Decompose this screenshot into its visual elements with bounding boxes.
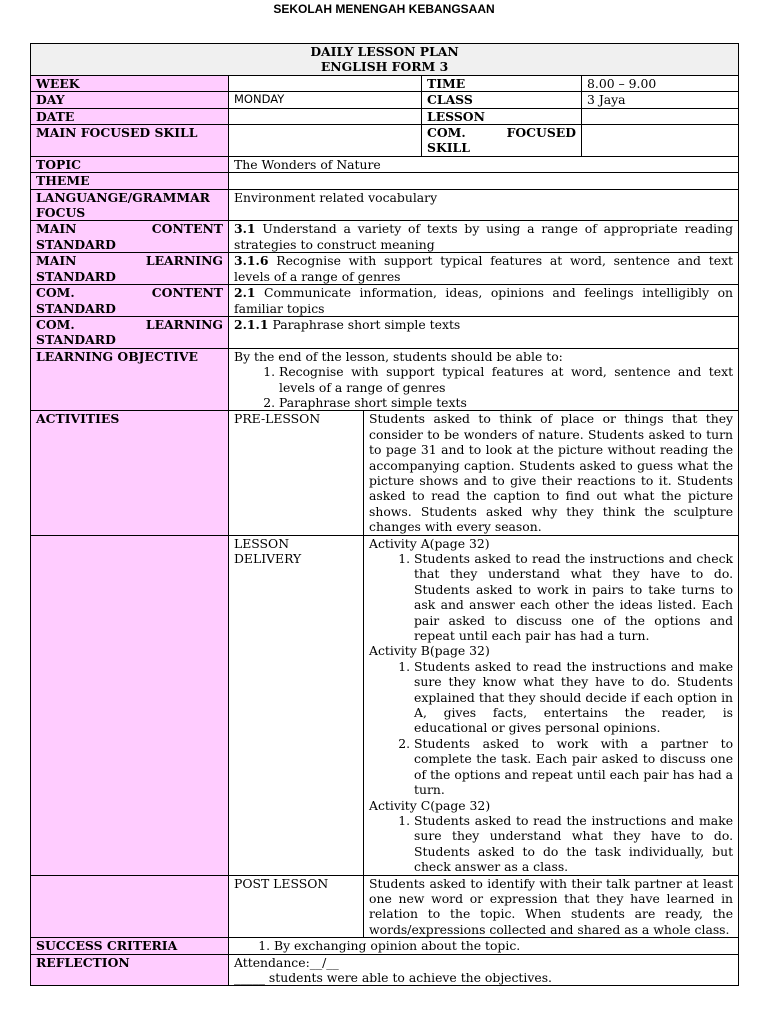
- activities-pre-lesson-row: [31, 411, 739, 535]
- com-focused-skill-value: [582, 125, 739, 157]
- lesson-label: LESSON: [422, 108, 582, 124]
- reflection-value: [229, 954, 739, 986]
- activities-post-lesson-row: [31, 875, 739, 938]
- learning-objective-row: [31, 348, 739, 411]
- com-learning-standard-value: 2.1.1 Paraphrase short simple texts: [229, 316, 739, 348]
- objective-item: 2. Paraphrase short simple texts: [279, 395, 733, 410]
- main-learning-standard-value: 3.1.6 Recognise with support typical features at word, sentence and text levels of a range of genres: [229, 253, 739, 285]
- week-row: [31, 75, 739, 91]
- school-name: SEKOLAH MENENGAH KEBANGSAAN: [273, 2, 495, 16]
- reflection-label: REFLECTION: [31, 954, 229, 986]
- date-row: [31, 108, 739, 124]
- focused-skill-row: [31, 125, 739, 157]
- activity-b-title: Activity B(page 32): [369, 643, 490, 659]
- topic-label: TOPIC: [31, 156, 229, 172]
- learning-objective-label: LEARNING OBJECTIVE: [31, 348, 229, 411]
- success-criteria-item: 1. By exchanging opinion about the topic.: [274, 938, 733, 953]
- lesson-value: [582, 108, 739, 124]
- attendance-line: Attendance:__/__: [234, 954, 339, 970]
- objective-intro: By the end of the lesson, students should be able to:: [234, 348, 563, 364]
- activities-label: ACTIVITIES: [31, 411, 229, 535]
- main-focused-skill-label: MAIN FOCUSED SKILL: [31, 125, 229, 157]
- post-lesson-text: Students asked to identify with their talk partner at least one new word or expression that they have learned in relation to the topic. When students are ready, the words/expressions collected and shared as a whole class.: [364, 875, 739, 938]
- grammar-focus-label: LANGUANGE/GRAMMAR FOCUS: [31, 189, 229, 221]
- com-focused-skill-label: COM. FOCUSED SKILL: [422, 125, 582, 157]
- activity-b-item: 1. Students asked to read the instructions and make sure they know what they have to do. Students explained that they should decide if each option in A, gives facts, entertains the reader, is educational or gives personal opinions.: [414, 659, 733, 736]
- time-label: TIME: [422, 75, 582, 91]
- topic-row: [31, 156, 739, 172]
- pre-lesson-label: PRE-LESSON: [229, 411, 364, 535]
- com-content-standard-label: COM. CONTENT STANDARD: [31, 285, 229, 317]
- activity-c-item: 1. Students asked to read the instructions and make sure they understand what they have to do. Students asked to do the task individually, but check answer as a class.: [414, 813, 733, 875]
- com-content-standard-value: 2.1 Communicate information, ideas, opinions and feelings intelligibly on familiar topics: [229, 285, 739, 317]
- day-label: DAY: [31, 92, 229, 108]
- post-lesson-label: POST LESSON: [229, 875, 364, 938]
- week-value: [229, 75, 422, 91]
- main-learning-standard-row: [31, 253, 739, 285]
- success-criteria-label: SUCCESS CRITERIA: [31, 938, 229, 954]
- plan-header-row: [31, 44, 739, 76]
- lesson-delivery-label: LESSON DELIVERY: [229, 535, 364, 875]
- lesson-delivery-text: [364, 535, 739, 875]
- theme-label: THEME: [31, 173, 229, 189]
- activity-b-item: 2. Students asked to work with a partner to complete the task. Each pair asked to discuss one of the options and repeat until each pair has had a turn.: [414, 736, 733, 798]
- theme-row: [31, 173, 739, 189]
- time-value: 8.00 – 9.00: [582, 75, 739, 91]
- plan-title: DAILY LESSON PLAN ENGLISH FORM 3: [31, 44, 739, 76]
- pre-lesson-text: Students asked to think of place or things that they consider to be wonders of nature. Students asked to turn to page 31 and to look at the picture without reading the accompanying caption. Students asked to guess what the picture shows and to give their reactions to it. Students asked to read the caption to find out what the picture shows. Students asked why they think the sculpture changes with every season.: [364, 411, 739, 535]
- topic-value: The Wonders of Nature: [229, 156, 739, 172]
- com-content-standard-row: [31, 285, 739, 317]
- date-label: DATE: [31, 108, 229, 124]
- success-criteria-value: [229, 938, 739, 954]
- theme-value: [229, 173, 739, 189]
- main-content-standard-label: MAIN CONTENT STANDARD: [31, 221, 229, 253]
- activity-c-title: Activity C(page 32): [369, 797, 491, 813]
- main-content-standard-value: 3.1 Understand a variety of texts by using a range of appropriate reading strategies to construct meaning: [229, 221, 739, 253]
- grammar-focus-row: [31, 189, 739, 221]
- objective-item: 1. Recognise with support typical features at word, sentence and text levels of a range of genres: [279, 364, 733, 395]
- grammar-focus-value: Environment related vocabulary: [229, 189, 739, 221]
- learning-objective-value: [229, 348, 739, 411]
- main-content-standard-row: [31, 221, 739, 253]
- day-value: MONDAY: [229, 92, 422, 108]
- activities-label-blank: [31, 535, 229, 875]
- date-value: [229, 108, 422, 124]
- lesson-plan-table: [30, 43, 739, 986]
- com-learning-standard-label: COM. LEARNING STANDARD: [31, 316, 229, 348]
- success-criteria-row: [31, 938, 739, 954]
- com-learning-standard-row: [31, 316, 739, 348]
- day-row: [31, 92, 739, 108]
- activity-a-title: Activity A(page 32): [369, 535, 490, 551]
- class-value: 3 Jaya: [582, 92, 739, 108]
- class-label: CLASS: [422, 92, 582, 108]
- main-learning-standard-label: MAIN LEARNING STANDARD: [31, 253, 229, 285]
- week-label: WEEK: [31, 75, 229, 91]
- reflection-row: [31, 954, 739, 986]
- activities-label-blank: [31, 875, 229, 938]
- achievement-line: _____ students were able to achieve the objectives.: [234, 969, 553, 985]
- main-focused-skill-value: [229, 125, 422, 157]
- activities-lesson-delivery-row: [31, 535, 739, 875]
- activity-a-item: 1. Students asked to read the instructions and check that they understand what they have to do. Students asked to work in pairs to take turns to ask and answer each other the ideas listed. Each pair asked to discuss one of the options and repeat until each pair has had a turn.: [414, 551, 733, 643]
